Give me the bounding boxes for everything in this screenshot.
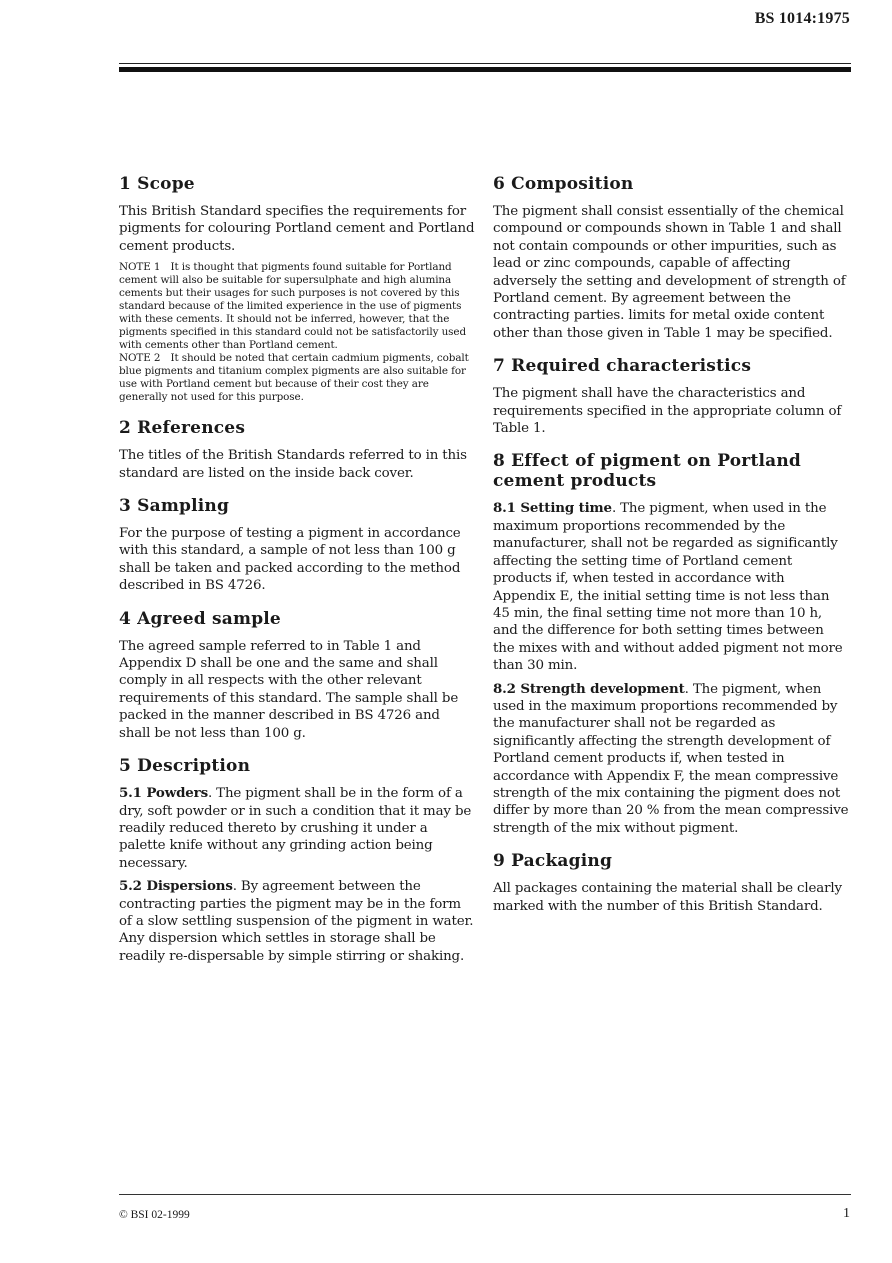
document-standard-number: BS 1014:1975 bbox=[754, 10, 850, 27]
strength-development-text: . The pigment, when used in the maximum proportions recommended by the manufacturer shall not be regarded as significantly affecting the strength development of Portland cement products if, when tested in accordance with Appendix F, the mean compressive strength of the mix containing the pigment does not differ by more than 20 % from the mean compressive strength of the mix without pigment. bbox=[493, 681, 849, 836]
section-composition bbox=[493, 174, 849, 342]
composition-body: The pigment shall consist essentially of the chemical compound or compounds shown in Table 1 and shall not contain compounds or other impurities, such as lead or zinc compounds, capable of affecting adversely the setting and development of strength of Portland cement. By agreement between the contracting parties. limits for metal oxide content other than those given in Table 1 may be specified. bbox=[493, 204, 846, 341]
dispersions-text: . By agreement between the contracting parties the pigment may be in the form of a slow settling suspension of the pigment in water. Any dispersion which settles in storage shall be readily re-dispersable by simple stirring or shaking. bbox=[119, 879, 474, 964]
scope-body: This British Standard specifies the requirements for pigments for colouring Portland cement and Portland cement products. bbox=[119, 204, 475, 254]
right-column bbox=[493, 174, 849, 929]
effect-setting-time bbox=[493, 500, 849, 674]
note-1-text: It is thought that pigments found suitable for Portland cement will also be suitable for supersulphate and high alumina cements but their usages for such purposes is not covered by this standard because of the limited experience in the use of pigments with these cements. It should not be inferred, however, that the pigments specified in this standard could not be satisfactorily used with cements other than Portland cement. bbox=[119, 261, 467, 352]
section-title-scope: 1 Scope bbox=[119, 174, 195, 194]
note-2-label: NOTE 2 bbox=[119, 352, 161, 365]
scope-note-2 bbox=[119, 352, 475, 404]
section-title-packaging: 9 Packaging bbox=[493, 851, 613, 872]
section-title-effect: 8 Effect of pigment on Portland cement products bbox=[493, 451, 802, 492]
scope-note-1 bbox=[119, 261, 475, 352]
required-body: The pigment shall have the characteristics and requirements specified in the appropriate column of Table 1. bbox=[493, 386, 842, 437]
section-description bbox=[119, 756, 475, 965]
section-title-required-characteristics: 7 Required characteristics bbox=[493, 356, 752, 377]
note-1-label: NOTE 1 bbox=[119, 261, 161, 274]
section-sampling bbox=[119, 496, 475, 595]
section-required-characteristics bbox=[493, 356, 849, 437]
sampling-body: For the purpose of testing a pigment in accordance with this standard, a sample of not less than 100 g shall be taken and packed according to the method described in BS 4726. bbox=[119, 526, 461, 594]
dispersions-subtitle: 5.2 Dispersions bbox=[119, 878, 233, 895]
footer-copyright: © BSI 02-1999 bbox=[119, 1209, 190, 1221]
agreed-sample-body: The agreed sample referred to in Table 1 and Appendix D shall be one and the same and shall comply in all respects with the other relevant requirements of this standard. The sample shall be packed in the manner described in BS 4726 and shall be not less than 100 g. bbox=[119, 638, 459, 741]
section-packaging bbox=[493, 851, 849, 915]
powders-subtitle: 5.1 Powders bbox=[119, 785, 208, 802]
packaging-body: All packages containing the material shall be clearly marked with the number of this British Standard. bbox=[493, 881, 842, 914]
footer-rule bbox=[119, 1194, 851, 1195]
strength-development-subtitle: 8.2 Strength development bbox=[493, 680, 685, 697]
section-title-description: 5 Description bbox=[119, 756, 251, 777]
section-references bbox=[119, 418, 475, 482]
left-column bbox=[119, 174, 475, 979]
setting-time-text: . The pigment, when used in the maximum proportions recommended by the manufacturer, shall not be regarded as significantly affecting the setting time of Portland cement products if, when tested in accordance with Appendix E, the initial setting time is not less than 45 min, the final setting time not more than 10 h, and the difference for both setting times between the mixes with and without added pigment not more than 30 min. bbox=[493, 501, 843, 674]
effect-strength-development bbox=[493, 681, 849, 838]
section-title-composition: 6 Composition bbox=[493, 174, 634, 194]
section-title-references: 2 References bbox=[119, 418, 246, 439]
description-powders bbox=[119, 785, 475, 872]
section-title-agreed-sample: 4 Agreed sample bbox=[119, 608, 281, 629]
page-number: 1 bbox=[843, 1206, 850, 1221]
section-effect bbox=[493, 451, 849, 837]
description-dispersions bbox=[119, 878, 475, 965]
section-agreed-sample bbox=[119, 609, 475, 742]
header-rule-thick bbox=[119, 67, 851, 72]
note-2-text: It should be noted that certain cadmium pigments, cobalt blue pigments and titanium complex pigments are also suitable for use with Portland cement but because of their cost they are generally not used for this purpose. bbox=[119, 352, 469, 404]
powders-text: . The pigment shall be in the form of a dry, soft powder or in such a condition that it may be readily reduced thereto by crushing it under a palette knife without any grinding action being necessary. bbox=[119, 786, 472, 871]
setting-time-subtitle: 8.1 Setting time bbox=[493, 500, 612, 517]
section-title-sampling: 3 Sampling bbox=[119, 496, 230, 517]
references-body: The titles of the British Standards referred to in this standard are listed on the inside back cover. bbox=[119, 448, 467, 481]
section-scope bbox=[119, 174, 475, 404]
header-rule-thin bbox=[119, 63, 851, 64]
